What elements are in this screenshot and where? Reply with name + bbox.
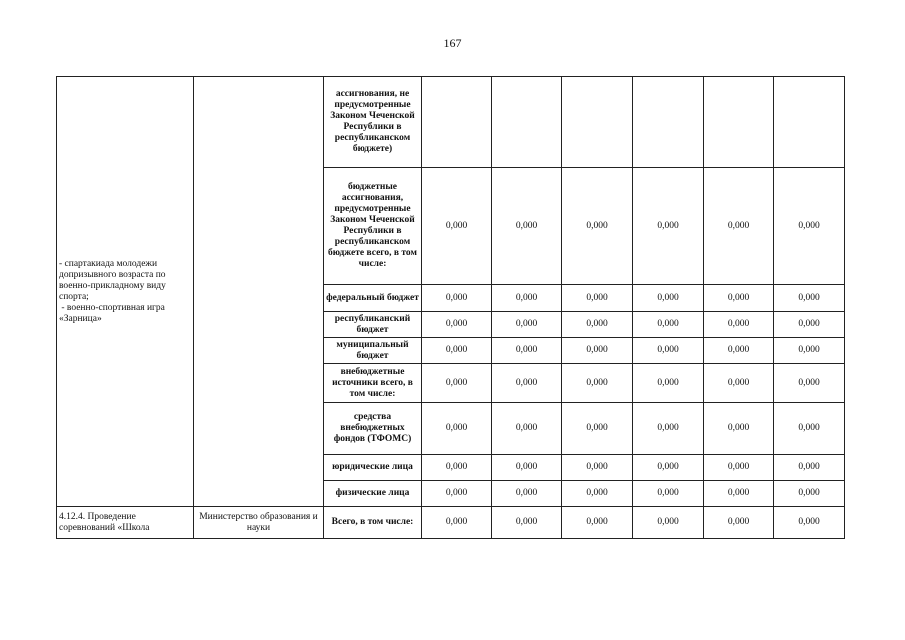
- value-cell: 0,000: [492, 481, 562, 507]
- value-cell: 0,000: [422, 403, 492, 455]
- value-cell: 0,000: [562, 338, 633, 364]
- value-cell: 0,000: [492, 168, 562, 285]
- executor-cell: Министерство образования и науки: [194, 507, 324, 539]
- value-cell: 0,000: [774, 285, 845, 312]
- budget-table: [56, 76, 845, 539]
- value-cell: [422, 77, 492, 168]
- value-cell: 0,000: [492, 338, 562, 364]
- event-line: «Зарница»: [59, 313, 102, 324]
- value-cell: 0,000: [704, 168, 774, 285]
- funding-source-cell: федеральный бюджет: [324, 285, 422, 312]
- funding-source-cell: юридические лица: [324, 455, 422, 481]
- value-cell: 0,000: [633, 403, 704, 455]
- value-cell: 0,000: [704, 481, 774, 507]
- value-cell: 0,000: [422, 507, 492, 539]
- funding-source-cell: физические лица: [324, 481, 422, 507]
- value-cell: 0,000: [422, 285, 492, 312]
- value-cell: 0,000: [492, 403, 562, 455]
- value-cell: 0,000: [774, 481, 845, 507]
- value-cell: 0,000: [492, 455, 562, 481]
- funding-source-cell: средства внебюджетных фондов (ТФОМС): [324, 403, 422, 455]
- value-cell: [633, 77, 704, 168]
- value-cell: 0,000: [633, 364, 704, 403]
- value-cell: 0,000: [633, 168, 704, 285]
- executor-cell: [194, 77, 324, 507]
- event-line: - военно-спортивная игра: [59, 302, 165, 313]
- value-cell: 0,000: [774, 403, 845, 455]
- event-line: спорта;: [59, 291, 89, 302]
- value-cell: 0,000: [422, 168, 492, 285]
- value-cell: 0,000: [633, 338, 704, 364]
- value-cell: 0,000: [562, 481, 633, 507]
- value-cell: [492, 77, 562, 168]
- funding-source-cell: Всего, в том числе:: [324, 507, 422, 539]
- event-cell: [57, 507, 194, 539]
- value-cell: 0,000: [774, 455, 845, 481]
- value-cell: 0,000: [633, 481, 704, 507]
- funding-source-cell: муниципальный бюджет: [324, 338, 422, 364]
- funding-source-cell: внебюджетные источники всего, в том числе:: [324, 364, 422, 403]
- event-line: военно-прикладному виду: [59, 280, 166, 291]
- value-cell: 0,000: [704, 312, 774, 338]
- value-cell: 0,000: [562, 285, 633, 312]
- value-cell: 0,000: [704, 285, 774, 312]
- value-cell: 0,000: [704, 403, 774, 455]
- value-cell: 0,000: [422, 338, 492, 364]
- event-line: допризывного возраста по: [59, 269, 166, 280]
- value-cell: [774, 77, 845, 168]
- event-cell: [57, 77, 194, 507]
- table-row: [57, 507, 845, 539]
- value-cell: 0,000: [704, 364, 774, 403]
- value-cell: 0,000: [633, 455, 704, 481]
- value-cell: 0,000: [774, 312, 845, 338]
- funding-source-cell: ассигнования, не предусмотренные Законом Чеченской Республики в республиканском бюджете): [324, 77, 422, 168]
- value-cell: 0,000: [562, 403, 633, 455]
- page-number: 167: [443, 36, 462, 50]
- funding-source-cell: бюджетные ассигнования, предусмотренные Законом Чеченской Республики в республиканском бюджете всего, в том числе:: [324, 168, 422, 285]
- value-cell: 0,000: [704, 338, 774, 364]
- value-cell: 0,000: [774, 364, 845, 403]
- funding-source-cell: республиканский бюджет: [324, 312, 422, 338]
- table-row: [57, 77, 845, 168]
- value-cell: 0,000: [774, 338, 845, 364]
- value-cell: 0,000: [562, 168, 633, 285]
- value-cell: 0,000: [422, 364, 492, 403]
- value-cell: 0,000: [422, 481, 492, 507]
- event-line: 4.12.4. Проведение: [59, 511, 136, 522]
- value-cell: 0,000: [562, 507, 633, 539]
- value-cell: 0,000: [704, 507, 774, 539]
- value-cell: 0,000: [492, 312, 562, 338]
- value-cell: 0,000: [774, 168, 845, 285]
- value-cell: 0,000: [633, 285, 704, 312]
- value-cell: [704, 77, 774, 168]
- value-cell: 0,000: [492, 507, 562, 539]
- value-cell: 0,000: [562, 364, 633, 403]
- value-cell: 0,000: [492, 285, 562, 312]
- value-cell: 0,000: [562, 455, 633, 481]
- value-cell: 0,000: [562, 312, 633, 338]
- value-cell: 0,000: [422, 455, 492, 481]
- event-line: соревнований «Школа: [59, 522, 150, 533]
- value-cell: 0,000: [492, 364, 562, 403]
- value-cell: 0,000: [633, 507, 704, 539]
- value-cell: 0,000: [633, 312, 704, 338]
- value-cell: 0,000: [704, 455, 774, 481]
- value-cell: [562, 77, 633, 168]
- event-line: - спартакиада молодежи: [59, 258, 158, 269]
- value-cell: 0,000: [422, 312, 492, 338]
- value-cell: 0,000: [774, 507, 845, 539]
